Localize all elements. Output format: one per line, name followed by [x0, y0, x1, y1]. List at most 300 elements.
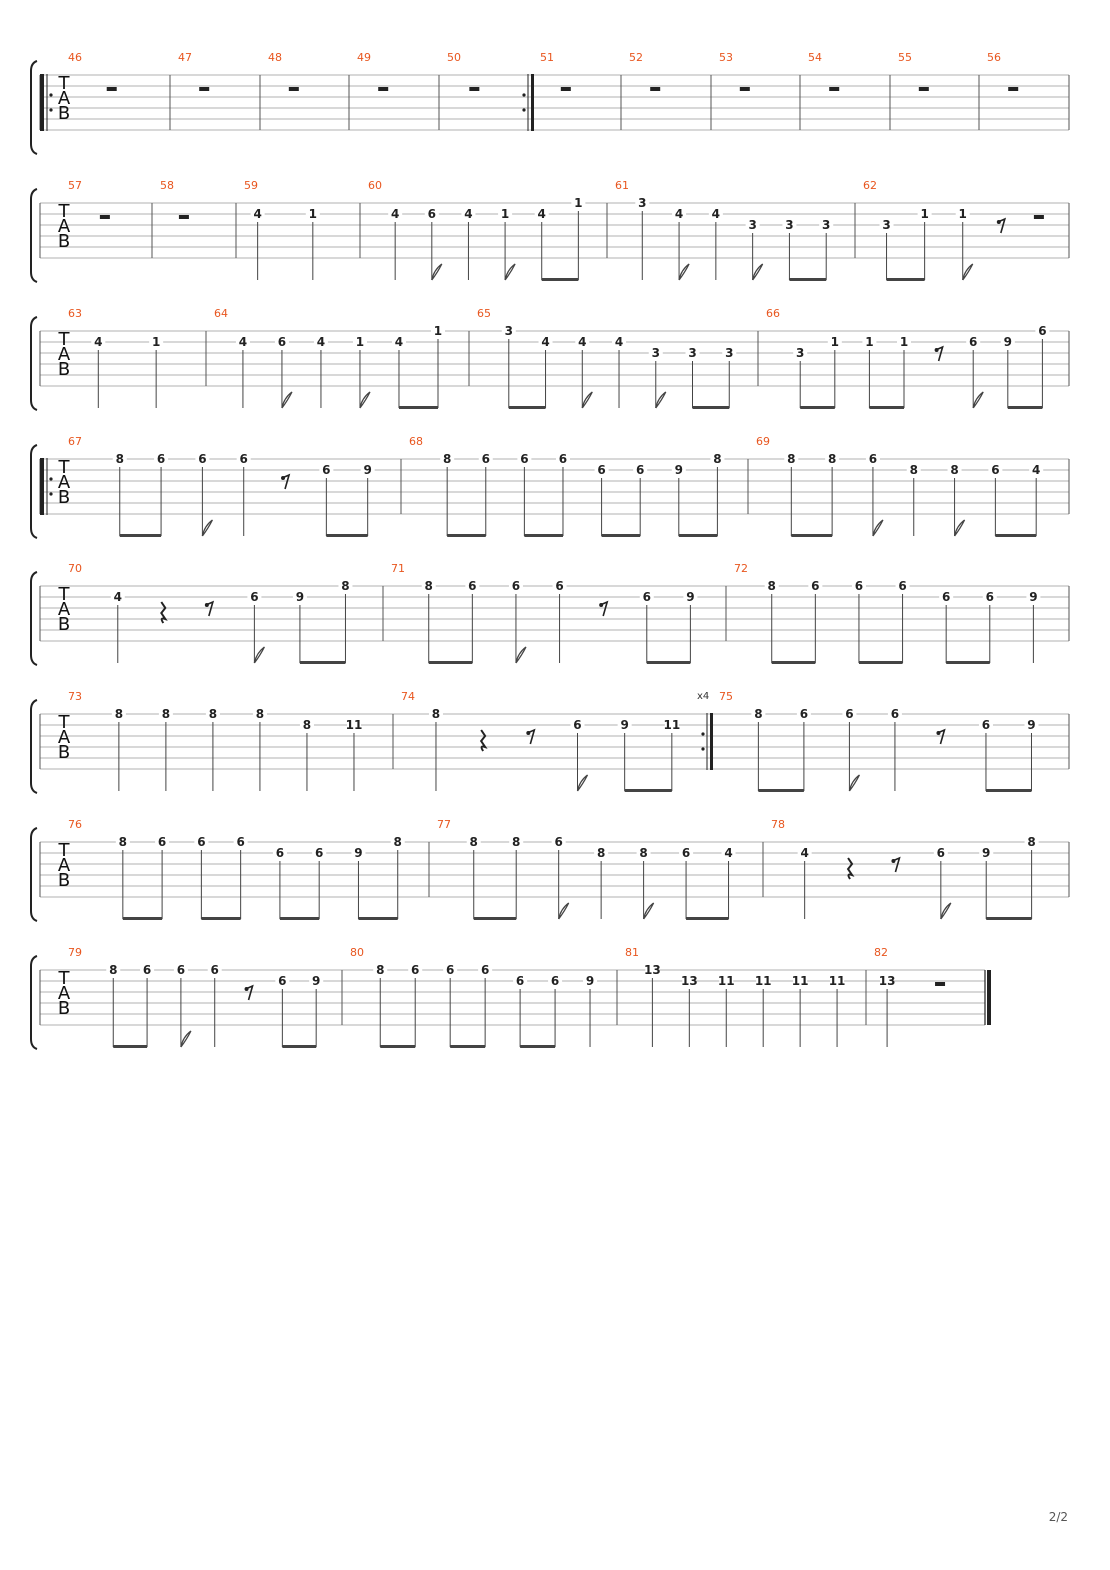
fret-number: 8	[208, 707, 218, 721]
measure	[987, 51, 1018, 91]
measure	[391, 562, 697, 664]
staff-system	[31, 690, 1069, 793]
half-rest	[1008, 87, 1018, 91]
fret-number: 6	[427, 207, 436, 221]
fret-number: 6	[597, 463, 606, 477]
note-beam	[859, 661, 903, 664]
note-flag	[432, 264, 442, 280]
fret-number: 4	[541, 335, 550, 349]
fret-number: 1	[151, 335, 161, 349]
system-bracket	[31, 189, 37, 282]
eighth-rest-dot	[281, 476, 285, 480]
note-beam	[800, 406, 835, 409]
fret-number: 9	[354, 846, 363, 860]
measure-number: 79	[68, 946, 82, 959]
fret-number: 6	[555, 579, 564, 593]
half-rest	[935, 982, 945, 986]
fret-number: 9	[620, 718, 629, 732]
repeat-count: x4	[697, 691, 710, 702]
measure	[734, 562, 1040, 664]
fret-number: 8	[424, 579, 433, 593]
fret-number: 8	[431, 707, 441, 721]
measure	[214, 307, 445, 409]
tab-clef-letter: A	[57, 983, 71, 1004]
fret-number: 13	[644, 963, 661, 977]
measure	[756, 435, 1043, 537]
fret-number: 3	[638, 196, 647, 210]
note-beam	[986, 789, 1032, 792]
fret-number: 3	[822, 218, 831, 232]
measure-number: 78	[771, 818, 785, 831]
measure	[477, 307, 736, 409]
measure	[863, 179, 1044, 281]
measure	[771, 818, 1039, 920]
measure-number: 64	[214, 307, 228, 320]
repeat-dot	[49, 108, 52, 111]
note-beam	[509, 406, 546, 409]
staff-system	[31, 562, 1069, 665]
fret-number: 3	[651, 346, 660, 360]
fret-number: 11	[717, 974, 735, 988]
fret-number: 11	[828, 974, 846, 988]
note-flag	[963, 264, 973, 280]
fret-number: 8	[950, 463, 959, 477]
fret-number: 3	[688, 346, 697, 360]
fret-number: 6	[515, 974, 525, 988]
tab-clef-letter: T	[58, 457, 70, 478]
staff-system	[31, 307, 1069, 410]
note-beam	[447, 534, 486, 537]
measure-number: 66	[766, 307, 780, 320]
fret-number: 4	[464, 207, 473, 221]
measure-number: 74	[401, 690, 415, 703]
fret-number: 8	[109, 963, 118, 977]
tab-clef-letter: B	[57, 231, 71, 252]
eighth-rest-dot	[997, 220, 1001, 224]
measure-number: 46	[68, 51, 82, 64]
fret-number: 9	[295, 590, 305, 604]
note-flag	[516, 647, 526, 663]
eighth-rest-dot	[205, 603, 209, 607]
fret-number: 9	[363, 463, 372, 477]
fret-number: 1	[920, 207, 929, 221]
fret-number: 11	[791, 974, 809, 988]
measure-number: 47	[178, 51, 192, 64]
measure	[540, 51, 571, 91]
fret-number: 4	[94, 335, 103, 349]
fret-number: 6	[210, 963, 219, 977]
final-barline	[987, 970, 991, 1025]
note-beam	[986, 917, 1031, 920]
note-beam	[282, 1045, 316, 1048]
fret-number: 8	[639, 846, 648, 860]
eighth-rest-dot	[599, 603, 603, 607]
system-bracket	[31, 61, 37, 154]
note-beam	[995, 534, 1036, 537]
tab-clef-letter: A	[57, 599, 71, 620]
fret-number: 6	[941, 590, 951, 604]
measure	[368, 179, 585, 281]
half-rest	[829, 87, 839, 91]
note-beam	[300, 661, 346, 664]
measure	[719, 51, 750, 91]
fret-number: 4	[711, 207, 721, 221]
note-beam	[520, 1045, 555, 1048]
half-rest	[650, 87, 660, 91]
fret-number: 4	[390, 207, 400, 221]
measure	[874, 946, 945, 1047]
fret-number: 1	[500, 207, 510, 221]
fret-number: 6	[197, 835, 206, 849]
measure-number: 56	[987, 51, 1001, 64]
note-beam	[693, 406, 730, 409]
note-beam	[772, 661, 816, 664]
measure	[68, 946, 323, 1048]
fret-number: 6	[969, 335, 978, 349]
fret-number: 6	[554, 835, 563, 849]
fret-number: 4	[800, 846, 809, 860]
tab-clef-letter: B	[57, 742, 71, 763]
fret-number: 6	[550, 974, 560, 988]
fret-number: 8	[255, 707, 265, 721]
system-bracket	[31, 572, 37, 665]
quarter-rest	[161, 602, 165, 623]
fret-number: 6	[642, 590, 651, 604]
note-flag	[955, 520, 965, 536]
measure	[719, 690, 1038, 792]
note-beam	[679, 534, 718, 537]
eighth-rest-dot	[891, 859, 895, 863]
repeat-end-barline	[710, 713, 713, 770]
fret-number: 8	[341, 579, 350, 593]
measure-number: 59	[244, 179, 258, 192]
note-beam	[789, 278, 826, 281]
note-beam	[625, 789, 672, 792]
measure-number: 54	[808, 51, 822, 64]
fret-number: 3	[796, 346, 805, 360]
fret-number: 13	[878, 974, 896, 988]
fret-number: 9	[1027, 718, 1036, 732]
half-rest	[740, 87, 750, 91]
fret-number: 6	[157, 835, 167, 849]
repeat-dot	[49, 492, 52, 495]
fret-number: 8	[909, 463, 918, 477]
tab-clef-letter: B	[57, 103, 71, 124]
half-rest	[469, 87, 479, 91]
fret-number: 8	[302, 718, 312, 732]
fret-number: 8	[118, 835, 128, 849]
note-beam	[123, 917, 162, 920]
fret-number: 9	[674, 463, 683, 477]
fret-number: 6	[277, 335, 287, 349]
half-rest	[179, 215, 189, 219]
fret-number: 4	[724, 846, 733, 860]
note-beam	[542, 278, 579, 281]
fret-number: 4	[316, 335, 326, 349]
fret-number: 8	[376, 963, 385, 977]
note-flag	[202, 520, 212, 536]
measure	[766, 307, 1049, 409]
note-beam	[758, 789, 804, 792]
staff-system	[31, 435, 1069, 538]
measure	[68, 562, 352, 664]
system-bracket	[31, 700, 37, 793]
fret-number: 3	[725, 346, 734, 360]
measure-number: 60	[368, 179, 382, 192]
fret-number: 4	[537, 207, 546, 221]
note-beam	[474, 917, 516, 920]
note-flag	[849, 775, 859, 791]
note-flag	[577, 775, 587, 791]
measure-number: 76	[68, 818, 82, 831]
tab-clef-letter: A	[57, 216, 71, 237]
fret-number: 4	[614, 335, 624, 349]
repeat-start-barline	[40, 74, 44, 131]
fret-number: 11	[663, 718, 681, 732]
fret-number: 8	[596, 846, 606, 860]
note-flag	[753, 264, 763, 280]
measure-number: 63	[68, 307, 82, 320]
staff-system	[31, 818, 1069, 921]
measure	[160, 179, 189, 219]
fret-number: 6	[981, 718, 991, 732]
note-beam	[1008, 406, 1043, 409]
measure	[615, 179, 833, 281]
note-beam	[686, 917, 728, 920]
half-rest	[1034, 215, 1044, 219]
fret-number: 6	[511, 579, 521, 593]
measure	[68, 435, 375, 537]
staff-system	[31, 51, 1069, 154]
note-beam	[524, 534, 563, 537]
half-rest	[378, 87, 388, 91]
fret-number: 4	[238, 335, 248, 349]
fret-number: 1	[308, 207, 317, 221]
fret-number: 4	[113, 590, 122, 604]
fret-number: 3	[504, 324, 513, 338]
tab-clef-letter: T	[58, 73, 70, 94]
measure	[401, 690, 680, 792]
fret-number: 6	[854, 579, 864, 593]
tab-clef-letter: B	[57, 870, 71, 891]
fret-number: 6	[558, 452, 568, 466]
fret-number: 6	[898, 579, 907, 593]
note-beam	[869, 406, 904, 409]
note-flag	[505, 264, 515, 280]
quarter-rest	[848, 858, 852, 879]
half-rest	[561, 87, 571, 91]
fret-number: 3	[785, 218, 794, 232]
fret-number: 6	[278, 974, 287, 988]
measure	[447, 51, 479, 91]
measure-number: 65	[477, 307, 491, 320]
fret-number: 4	[578, 335, 587, 349]
measure	[808, 51, 839, 91]
system-bracket	[31, 445, 37, 538]
tab-clef-letter: B	[57, 487, 71, 508]
tab-clef-letter: B	[57, 359, 71, 380]
fret-number: 6	[991, 463, 1000, 477]
tab-clef-letter: T	[58, 584, 70, 605]
note-flag	[360, 392, 370, 408]
tab-clef-letter: B	[57, 614, 71, 635]
fret-number: 11	[345, 718, 363, 732]
fret-number: 6	[176, 963, 186, 977]
measure-number: 57	[68, 179, 82, 192]
fret-number: 8	[114, 707, 124, 721]
half-rest	[100, 215, 110, 219]
half-rest	[289, 87, 299, 91]
fret-number: 3	[882, 218, 891, 232]
measure	[68, 179, 110, 219]
fret-number: 6	[322, 463, 331, 477]
fret-number: 11	[754, 974, 772, 988]
fret-number: 6	[480, 963, 490, 977]
staff-system	[31, 946, 991, 1049]
staff-system	[31, 179, 1069, 282]
measure	[409, 435, 724, 537]
note-flag	[873, 520, 883, 536]
note-flag	[254, 647, 264, 663]
fret-number: 4	[253, 207, 262, 221]
fret-number: 6	[1038, 324, 1047, 338]
measure	[629, 51, 660, 91]
tab-clef-letter: A	[57, 344, 71, 365]
note-beam	[326, 534, 367, 537]
measure	[357, 51, 388, 91]
note-beam	[429, 661, 473, 664]
fret-number: 6	[985, 590, 994, 604]
measure	[178, 51, 209, 91]
measure-number: 61	[615, 179, 629, 192]
fret-number: 8	[512, 835, 521, 849]
fret-number: 8	[393, 835, 402, 849]
eighth-rest-dot	[245, 987, 249, 991]
fret-number: 6	[845, 707, 854, 721]
fret-number: 6	[868, 452, 878, 466]
repeat-end-barline	[531, 74, 534, 131]
repeat-dot	[701, 747, 704, 750]
measure-number: 70	[68, 562, 82, 575]
repeat-dot	[701, 732, 704, 735]
note-beam	[120, 534, 161, 537]
measure	[68, 818, 405, 920]
fret-number: 9	[1029, 590, 1038, 604]
fret-number: 6	[275, 846, 285, 860]
fret-number: 8	[1027, 835, 1036, 849]
half-rest	[199, 87, 209, 91]
note-beam	[280, 917, 319, 920]
fret-number: 8	[754, 707, 763, 721]
note-beam	[358, 917, 397, 920]
note-flag	[656, 392, 666, 408]
measure-number: 50	[447, 51, 461, 64]
fret-number: 6	[520, 452, 529, 466]
fret-number: 8	[713, 452, 722, 466]
measure-number: 51	[540, 51, 554, 64]
tab-clef-letter: A	[57, 472, 71, 493]
note-flag	[973, 392, 983, 408]
note-flag	[181, 1031, 191, 1047]
note-beam	[201, 917, 240, 920]
measure	[437, 818, 736, 920]
note-flag	[941, 903, 951, 919]
repeat-dot	[49, 477, 52, 480]
measure	[350, 946, 597, 1048]
note-flag	[582, 392, 592, 408]
fret-number: 8	[827, 452, 837, 466]
fret-number: 4	[1032, 463, 1041, 477]
measure-number: 71	[391, 562, 405, 575]
fret-number: 6	[250, 590, 259, 604]
eighth-rest-dot	[526, 731, 530, 735]
note-beam	[791, 534, 832, 537]
note-beam	[602, 534, 641, 537]
fret-number: 8	[787, 452, 796, 466]
system-bracket	[31, 956, 37, 1049]
measure-number: 80	[350, 946, 364, 959]
fret-number: 6	[936, 846, 946, 860]
fret-number: 1	[574, 196, 583, 210]
note-beam	[380, 1045, 415, 1048]
fret-number: 6	[799, 707, 809, 721]
fret-number: 9	[1003, 335, 1012, 349]
fret-number: 6	[198, 452, 207, 466]
fret-number: 1	[355, 335, 365, 349]
repeat-dot	[522, 108, 525, 111]
measure	[68, 51, 117, 91]
fret-number: 6	[156, 452, 166, 466]
fret-number: 9	[686, 590, 695, 604]
eighth-rest-dot	[935, 348, 939, 352]
measure	[68, 690, 362, 791]
system-bracket	[31, 317, 37, 410]
fret-number: 6	[481, 452, 490, 466]
note-beam	[887, 278, 925, 281]
fret-number: 1	[899, 335, 909, 349]
tab-clef-letter: A	[57, 855, 71, 876]
half-rest	[919, 87, 929, 91]
fret-number: 13	[680, 974, 698, 988]
fret-number: 1	[865, 335, 874, 349]
note-beam	[113, 1045, 147, 1048]
half-rest	[107, 87, 117, 91]
repeat-dot	[522, 93, 525, 96]
measure-number: 72	[734, 562, 748, 575]
tab-clef-letter: T	[58, 840, 70, 861]
fret-number: 6	[681, 846, 691, 860]
repeat-start-barline	[40, 458, 44, 515]
repeat-dot	[49, 93, 52, 96]
fret-number: 6	[811, 579, 820, 593]
measure	[268, 51, 299, 91]
fret-number: 6	[315, 846, 324, 860]
measure-number: 67	[68, 435, 82, 448]
measure-number: 73	[68, 690, 82, 703]
fret-number: 6	[411, 963, 420, 977]
tab-clef-letter: B	[57, 998, 71, 1019]
measure-number: 55	[898, 51, 912, 64]
measure-number: 69	[756, 435, 770, 448]
measure-number: 58	[160, 179, 174, 192]
fret-number: 8	[442, 452, 452, 466]
fret-number: 6	[636, 463, 645, 477]
fret-number: 1	[958, 207, 967, 221]
fret-number: 1	[433, 324, 443, 338]
fret-number: 8	[469, 835, 478, 849]
measure-number: 53	[719, 51, 733, 64]
quarter-rest	[481, 730, 485, 751]
